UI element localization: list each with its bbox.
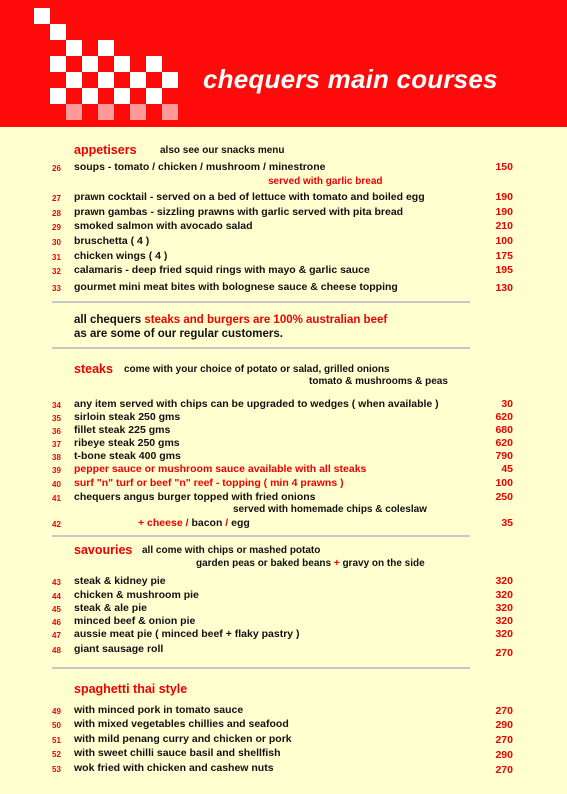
item-price: 270 xyxy=(495,705,513,717)
item-price: 210 xyxy=(495,220,513,232)
appetisers-heading: appetisers xyxy=(74,143,137,157)
beef-note-line2: as are some of our regular customers. xyxy=(74,328,283,340)
savouries-note: all come with chips or mashed potato xyxy=(142,545,321,556)
item-price: 190 xyxy=(495,191,513,203)
item-number: 28 xyxy=(52,209,61,218)
menu-item: fillet steak 225 gms xyxy=(74,424,171,436)
menu-item: prawn gambas - sizzling prawns with garlic served with pita bread xyxy=(74,206,404,218)
menu-item: smoked salmon with avocado salad xyxy=(74,220,253,232)
item-number: 51 xyxy=(52,736,61,745)
menu-item: t-bone steak 400 gms xyxy=(74,450,181,462)
separator: / xyxy=(222,517,232,529)
menu-item: with sweet chilli sauce basil and shellfish xyxy=(74,747,281,759)
steaks-note: come with your choice of potato or salad, grilled onions xyxy=(124,364,390,375)
item-number: 37 xyxy=(52,440,61,449)
item-price: 250 xyxy=(495,491,513,503)
item-number: 29 xyxy=(52,223,61,232)
item-price: 290 xyxy=(495,719,513,731)
menu-item: sirloin steak 250 gms xyxy=(74,411,181,423)
menu-item-toppings xyxy=(138,517,250,529)
menu-item: any item served with chips can be upgraded to wedges ( when available ) xyxy=(74,398,439,410)
menu-item: bruschetta ( 4 ) xyxy=(74,235,150,247)
item-number: 46 xyxy=(52,618,61,627)
item-price: 320 xyxy=(495,615,513,627)
savouries-note-part: garden peas or baked beans xyxy=(196,558,334,569)
menu-item: wok fried with chicken and cashew nuts xyxy=(74,762,274,774)
item-price: 680 xyxy=(495,424,513,436)
item-price: 270 xyxy=(495,734,513,746)
item-price: 150 xyxy=(495,161,513,173)
menu-item: soups - tomato / chicken / mushroom / minestrone xyxy=(74,161,326,173)
menu-item: with mild penang curry and chicken or pork xyxy=(74,733,292,745)
beef-note-highlight: steaks and burgers are 100% australian beef xyxy=(144,314,388,326)
item-number: 43 xyxy=(52,578,61,587)
item-number: 30 xyxy=(52,238,61,247)
menu-item: chicken wings ( 4 ) xyxy=(74,250,168,262)
divider xyxy=(52,535,470,537)
menu-item: giant sausage roll xyxy=(74,643,164,655)
menu-item: ribeye steak 250 gms xyxy=(74,437,180,449)
topping-cheese: + cheese xyxy=(138,517,183,529)
menu-item: gourmet mini meat bites with bolognese sauce & cheese topping xyxy=(74,281,398,293)
item-number: 40 xyxy=(52,480,61,489)
item-price: 190 xyxy=(495,206,513,218)
menu-item: surf "n" turf or beef "n" reef - topping ( min 4 prawns ) xyxy=(74,477,344,489)
item-price: 35 xyxy=(501,517,513,529)
item-price: 790 xyxy=(495,450,513,462)
item-number: 36 xyxy=(52,427,61,436)
item-number: 48 xyxy=(52,646,61,655)
menu-item: with minced pork in tomato sauce xyxy=(74,704,244,716)
item-number: 26 xyxy=(52,164,61,173)
item-number: 31 xyxy=(52,253,61,262)
item-price: 195 xyxy=(495,264,513,276)
divider xyxy=(52,301,470,303)
menu-item: chequers angus burger topped with fried onions xyxy=(74,491,316,503)
item-number: 53 xyxy=(52,765,61,774)
item-price: 320 xyxy=(495,602,513,614)
menu-item: pepper sauce or mushroom sauce available with all steaks xyxy=(74,463,367,475)
menu-item: chicken & mushroom pie xyxy=(74,589,199,601)
beef-note-part1: all chequers xyxy=(74,314,145,326)
item-number: 35 xyxy=(52,414,61,423)
item-number: 52 xyxy=(52,750,61,759)
steaks-heading: steaks xyxy=(74,362,113,376)
item-number: 33 xyxy=(52,284,61,293)
divider xyxy=(52,347,470,349)
item-subtext: served with homemade chips & coleslaw xyxy=(233,504,427,515)
item-number: 50 xyxy=(52,721,61,730)
menu-item: aussie meat pie ( minced beef + flaky pastry ) xyxy=(74,628,300,640)
item-price: 100 xyxy=(495,477,513,489)
item-number: 41 xyxy=(52,494,61,503)
item-number: 49 xyxy=(52,707,61,716)
item-number: 39 xyxy=(52,466,61,475)
item-price: 30 xyxy=(501,398,513,410)
savouries-heading: savouries xyxy=(74,543,133,557)
savouries-note-part: gravy on the side xyxy=(339,558,425,569)
menu-item: steak & ale pie xyxy=(74,602,147,614)
menu-item: with mixed vegetables chillies and seafood xyxy=(74,718,289,730)
topping-bacon: bacon xyxy=(191,517,223,529)
item-price: 270 xyxy=(495,647,513,659)
item-price: 320 xyxy=(495,589,513,601)
menu-item: steak & kidney pie xyxy=(74,575,166,587)
spaghetti-heading: spaghetti thai style xyxy=(74,682,188,696)
menu-item: minced beef & onion pie xyxy=(74,615,196,627)
item-number: 47 xyxy=(52,631,61,640)
item-price: 175 xyxy=(495,250,513,262)
menu-item: calamaris - deep fried squid rings with mayo & garlic sauce xyxy=(74,264,370,276)
separator: / xyxy=(182,517,192,529)
item-price: 320 xyxy=(495,628,513,640)
item-price: 320 xyxy=(495,575,513,587)
item-price: 100 xyxy=(495,235,513,247)
item-number: 34 xyxy=(52,401,61,410)
item-number: 38 xyxy=(52,453,61,462)
menu-item: prawn cocktail - served on a bed of lettuce with tomato and boiled egg xyxy=(74,191,425,203)
appetisers-note: also see our snacks menu xyxy=(160,145,285,156)
item-number: 44 xyxy=(52,592,61,601)
topping-egg: egg xyxy=(231,517,250,529)
item-number: 42 xyxy=(52,520,61,529)
item-subtext: served with garlic bread xyxy=(268,176,383,187)
item-price: 130 xyxy=(495,282,513,294)
beef-note xyxy=(74,314,387,326)
item-number: 45 xyxy=(52,605,61,614)
item-price: 290 xyxy=(495,749,513,761)
page-title: chequers main courses xyxy=(203,64,498,94)
plus-sign: + xyxy=(333,558,340,569)
header-banner xyxy=(0,0,567,127)
steaks-note-2: tomato & mushrooms & peas xyxy=(309,376,448,387)
item-price: 620 xyxy=(495,437,513,449)
item-number: 32 xyxy=(52,267,61,276)
divider xyxy=(52,667,470,669)
item-price: 620 xyxy=(495,411,513,423)
item-number: 27 xyxy=(52,194,61,203)
item-price: 45 xyxy=(501,463,513,475)
savouries-note-2 xyxy=(196,558,425,569)
item-price: 270 xyxy=(495,764,513,776)
